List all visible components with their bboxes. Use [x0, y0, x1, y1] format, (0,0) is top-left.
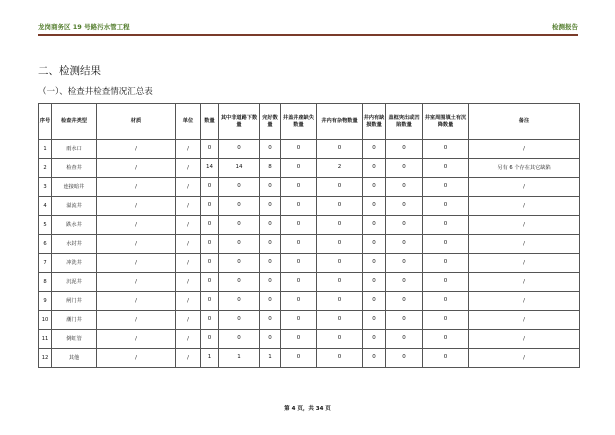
table-cell: 0: [260, 178, 281, 197]
table-cell: 0: [423, 159, 469, 178]
table-cell: 潮门井: [52, 311, 97, 330]
table-cell: 0: [386, 254, 423, 273]
table-cell: 0: [423, 235, 469, 254]
table-cell: /: [97, 349, 176, 368]
table-cell: 0: [281, 140, 317, 159]
table-cell: 0: [219, 292, 260, 311]
table-cell: 0: [386, 349, 423, 368]
table-cell: 0: [281, 292, 317, 311]
table-cell: 0: [201, 330, 219, 349]
table-cell: 0: [201, 197, 219, 216]
table-cell: 0: [386, 216, 423, 235]
table-cell: 沉泥井: [52, 273, 97, 292]
table-cell: 0: [219, 216, 260, 235]
table-cell: 0: [281, 254, 317, 273]
table-cell: /: [469, 254, 580, 273]
table-cell: 0: [423, 311, 469, 330]
table-cell: /: [176, 330, 201, 349]
table-cell: 连接暗井: [52, 178, 97, 197]
page-footer: 第 4 页，共 34 页: [284, 406, 331, 412]
table-cell: 水封井: [52, 235, 97, 254]
column-header: 材质: [97, 104, 176, 140]
table-cell: 7: [39, 254, 52, 273]
table-cell: 0: [201, 254, 219, 273]
table-cell: 0: [201, 140, 219, 159]
table-cell: /: [176, 349, 201, 368]
table-cell: 0: [260, 235, 281, 254]
column-header: 井内有杂物数量: [317, 104, 363, 140]
table-cell: 0: [363, 178, 386, 197]
table-row: [39, 235, 580, 254]
table-row: [39, 216, 580, 235]
table-cell: /: [176, 311, 201, 330]
table-cell: 5: [39, 216, 52, 235]
table-cell: /: [97, 140, 176, 159]
table-cell: 0: [363, 349, 386, 368]
table-cell: 6: [39, 235, 52, 254]
table-cell: /: [469, 235, 580, 254]
table-cell: 0: [363, 140, 386, 159]
table-row: [39, 159, 580, 178]
table-cell: 跌水井: [52, 216, 97, 235]
table-cell: /: [97, 330, 176, 349]
column-header: 完好数量: [260, 104, 281, 140]
table-cell: 1: [219, 349, 260, 368]
table-cell: 0: [201, 311, 219, 330]
table-cell: 0: [260, 197, 281, 216]
table-cell: 0: [363, 254, 386, 273]
table-cell: 其他: [52, 349, 97, 368]
page-header: [38, 16, 578, 36]
table-cell: /: [97, 254, 176, 273]
table-cell: 倒虹管: [52, 330, 97, 349]
table-cell: /: [469, 292, 580, 311]
table-cell: 0: [386, 159, 423, 178]
table-title: （一）、检查井检查情况汇总表: [38, 87, 153, 97]
table-cell: 0: [219, 178, 260, 197]
table-cell: 2: [317, 159, 363, 178]
table-cell: /: [469, 349, 580, 368]
table-cell: 0: [363, 330, 386, 349]
table-cell: 0: [423, 330, 469, 349]
table-cell: /: [176, 140, 201, 159]
table-body: [39, 140, 580, 368]
column-header: 盖框突出或凹陷数量: [386, 104, 423, 140]
table-cell: 0: [219, 254, 260, 273]
table-cell: 9: [39, 292, 52, 311]
table-cell: 0: [260, 330, 281, 349]
table-cell: 0: [317, 330, 363, 349]
table-cell: 0: [201, 292, 219, 311]
column-header: 数量: [201, 104, 219, 140]
table-cell: /: [469, 273, 580, 292]
table-cell: 冲洗井: [52, 254, 97, 273]
table-cell: 0: [386, 273, 423, 292]
column-header: 备注: [469, 104, 580, 140]
table-cell: /: [176, 273, 201, 292]
table-cell: 0: [363, 159, 386, 178]
table-header-row: [39, 104, 580, 140]
table-cell: /: [469, 140, 580, 159]
table-cell: 1: [260, 349, 281, 368]
table-cell: 0: [423, 349, 469, 368]
table-cell: 0: [219, 273, 260, 292]
table-cell: 1: [201, 349, 219, 368]
table-cell: 0: [363, 216, 386, 235]
table-cell: 11: [39, 330, 52, 349]
table-cell: 0: [219, 311, 260, 330]
column-header: 检查井类型: [52, 104, 97, 140]
table-cell: /: [176, 178, 201, 197]
table-cell: 0: [201, 216, 219, 235]
table-cell: 0: [281, 235, 317, 254]
table-cell: 0: [201, 273, 219, 292]
table-cell: 0: [281, 197, 317, 216]
table-cell: /: [469, 330, 580, 349]
table-cell: /: [176, 254, 201, 273]
table-cell: /: [469, 197, 580, 216]
table-cell: 0: [317, 273, 363, 292]
table-cell: 0: [423, 273, 469, 292]
table-cell: 0: [281, 330, 317, 349]
table-cell: 0: [423, 254, 469, 273]
table-cell: 0: [260, 273, 281, 292]
column-header: 井室周围填土有沉降数量: [423, 104, 469, 140]
column-header: 单位: [176, 104, 201, 140]
table-cell: 0: [423, 216, 469, 235]
table-cell: 检查井: [52, 159, 97, 178]
table-cell: 0: [219, 330, 260, 349]
table-cell: 0: [219, 235, 260, 254]
table-cell: /: [176, 235, 201, 254]
table-row: [39, 254, 580, 273]
table-cell: 0: [317, 349, 363, 368]
section-title: 二、检测结果: [38, 65, 101, 77]
table-cell: 0: [386, 311, 423, 330]
table-cell: 0: [260, 311, 281, 330]
report-type: 检测报告: [552, 23, 578, 31]
table-cell: 3: [39, 178, 52, 197]
table-cell: 0: [363, 235, 386, 254]
table-cell: 闸门井: [52, 292, 97, 311]
table-cell: /: [469, 178, 580, 197]
table-cell: /: [97, 311, 176, 330]
table-cell: 0: [260, 216, 281, 235]
table-cell: /: [97, 159, 176, 178]
table-cell: 雨水口: [52, 140, 97, 159]
table-cell: /: [97, 273, 176, 292]
table-cell: /: [176, 216, 201, 235]
table-row: [39, 292, 580, 311]
table-cell: /: [176, 292, 201, 311]
table-cell: 0: [386, 330, 423, 349]
table-cell: 0: [201, 235, 219, 254]
table-cell: 0: [317, 292, 363, 311]
table-cell: 0: [281, 349, 317, 368]
table-cell: 0: [423, 292, 469, 311]
table-row: [39, 197, 580, 216]
column-header: 序号: [39, 104, 52, 140]
table-cell: 0: [201, 178, 219, 197]
table-cell: /: [176, 159, 201, 178]
project-title: 龙岗商务区 19 号路污水管工程: [38, 23, 130, 31]
table-cell: 溢流井: [52, 197, 97, 216]
table-cell: 0: [363, 311, 386, 330]
table-cell: 0: [260, 292, 281, 311]
table-cell: 0: [317, 140, 363, 159]
table-cell: 0: [317, 311, 363, 330]
table-row: [39, 311, 580, 330]
table-cell: 另有 6 个存在其它缺陷: [469, 159, 580, 178]
inspection-summary-table: [38, 103, 580, 368]
table-cell: 12: [39, 349, 52, 368]
table-cell: 0: [363, 197, 386, 216]
table-cell: 0: [281, 178, 317, 197]
table-cell: /: [97, 292, 176, 311]
table-cell: 0: [423, 197, 469, 216]
table-cell: /: [469, 216, 580, 235]
table-cell: 0: [423, 178, 469, 197]
table-cell: 0: [281, 273, 317, 292]
table-cell: 2: [39, 159, 52, 178]
table-cell: 8: [39, 273, 52, 292]
table-cell: /: [97, 197, 176, 216]
table-cell: 0: [281, 159, 317, 178]
table-cell: 0: [219, 140, 260, 159]
table-cell: 0: [317, 235, 363, 254]
table-cell: 0: [317, 216, 363, 235]
table-cell: 4: [39, 197, 52, 216]
table-cell: /: [176, 197, 201, 216]
table-cell: 0: [281, 311, 317, 330]
table-cell: 14: [219, 159, 260, 178]
table-cell: 1: [39, 140, 52, 159]
column-header: 井内有缺损数量: [363, 104, 386, 140]
table-cell: 0: [281, 216, 317, 235]
table-row: [39, 330, 580, 349]
table-cell: 0: [219, 197, 260, 216]
column-header: 井盖井座缺失数量: [281, 104, 317, 140]
column-header: 其中非道路下数量: [219, 104, 260, 140]
table-cell: 0: [386, 197, 423, 216]
table-cell: 0: [386, 140, 423, 159]
table-row: [39, 140, 580, 159]
table-cell: 0: [363, 273, 386, 292]
table-cell: /: [97, 216, 176, 235]
table-cell: 0: [386, 235, 423, 254]
table-cell: /: [469, 311, 580, 330]
table-cell: 14: [201, 159, 219, 178]
table-row: [39, 273, 580, 292]
table-cell: 10: [39, 311, 52, 330]
table-cell: 0: [260, 140, 281, 159]
table-cell: 0: [317, 197, 363, 216]
table-cell: 0: [317, 254, 363, 273]
table-cell: 8: [260, 159, 281, 178]
table-cell: /: [97, 235, 176, 254]
table-row: [39, 178, 580, 197]
table-cell: 0: [386, 292, 423, 311]
table-cell: 0: [423, 140, 469, 159]
table-cell: 0: [363, 292, 386, 311]
table-cell: 0: [260, 254, 281, 273]
table-row: [39, 349, 580, 368]
table-cell: 0: [317, 178, 363, 197]
table-cell: 0: [386, 178, 423, 197]
table-cell: /: [97, 178, 176, 197]
